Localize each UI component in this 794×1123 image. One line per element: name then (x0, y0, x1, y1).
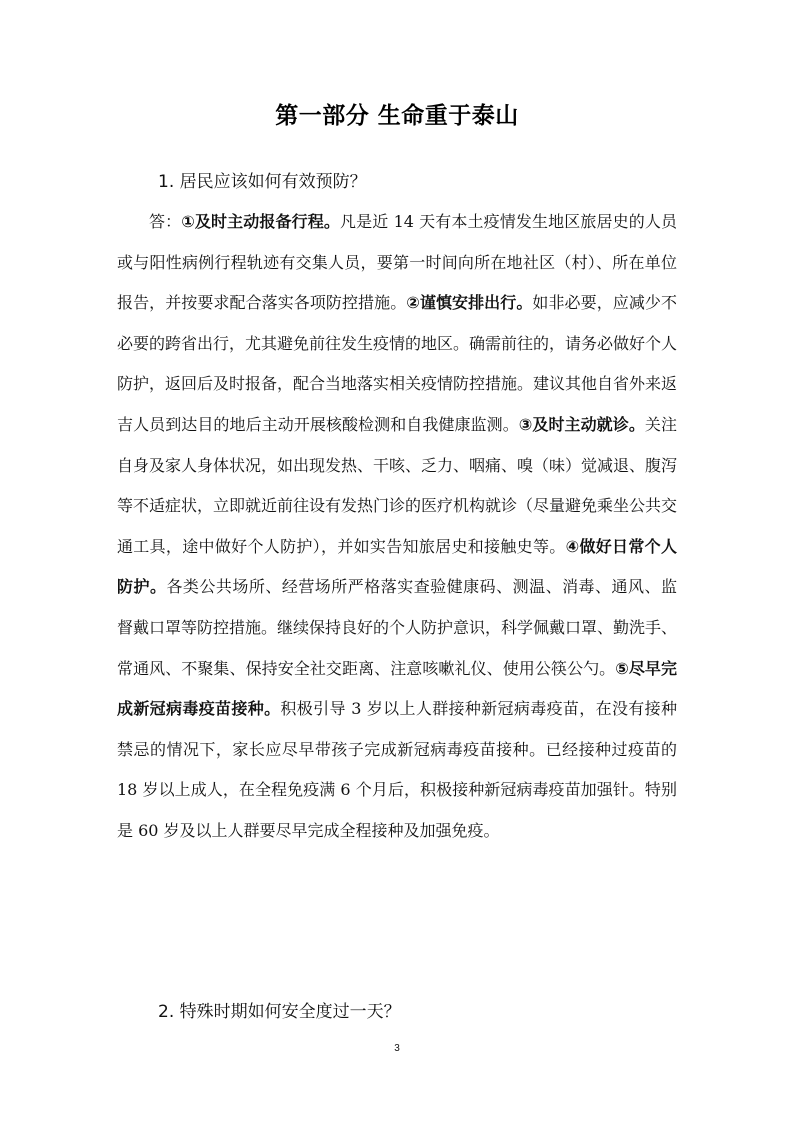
page-title: 第一部分 生命重于泰山 (275, 103, 519, 129)
answer-point-1-heading: ①及时主动报备行程。 (181, 212, 341, 231)
answer-point-1-body: 凡是近 14 天有本土疫情发生地区旅居史的人员或与阳性病例行程轨迹有交集人员，要第一时间向所在地社区（村）、所在单位报告，并按要求配合落实各项防控措施。 (117, 212, 677, 313)
answer-point-4-heading: ④做好日常个人防护。 (117, 536, 677, 597)
answer-1 (117, 202, 677, 852)
answer-point-3-heading: ③及时主动就诊。 (518, 414, 645, 434)
question-1: 1. 居民应该如何有效预防？ (158, 172, 367, 192)
answer-point-2-body: 如非必要，应减少不必要的跨省出行，尤其避免前往发生疫情的地区。确需前往的，请务必做好个人防护，返回后及时报备，配合当地落实相关疫情防控措施。建议其他自省外来返吉人员到达目的地后主动开展核酸检测和自我健康监测。 (117, 293, 678, 434)
answer-point-5-heading: ⑤尽早完成新冠病毒疫苗接种。 (117, 658, 677, 719)
answer-point-3-body: 关注自身及家人身体状况，如出现发热、干咳、乏力、咽痛、嗅（味）觉减退、腹泻等不适症状，立即就近前往设有发热门诊的医疗机构就诊（尽量避免乘坐公共交通工具，途中做好个人防护），并如实告知旅居史和接触史等。 (117, 414, 678, 556)
answer-prefix: 答： (149, 212, 182, 231)
answer-point-4-body: 各类公共场所、经营场所严格落实查验健康码、测温、消毒、通风、监督戴口罩等防控措施。继续保持良好的个人防护意识，科学佩戴口罩、勤洗手、常通风、不聚集、保持安全社交距离、注意咳嗽礼仪、使用公筷公勺。 (117, 577, 678, 678)
answer-point-5-body: 积极引导 3 岁以上人群接种新冠病毒疫苗，在没有接种禁忌的情况下，家长应尽早带孩子完成新冠病毒疫苗接种。已经接种过疫苗的 18 岁以上成人，在全程免疫满 6 个月后，积极接种新冠病毒疫苗加强针。特别是 60 岁及以上人群要尽早完成全程接种及加强免疫。 (117, 699, 677, 840)
question-2: 2. 特殊时期如何安全度过一天？ (158, 1002, 401, 1022)
page-number: 3 (394, 1043, 400, 1054)
answer-point-2-heading: ②谨慎安排出行。 (406, 293, 533, 313)
